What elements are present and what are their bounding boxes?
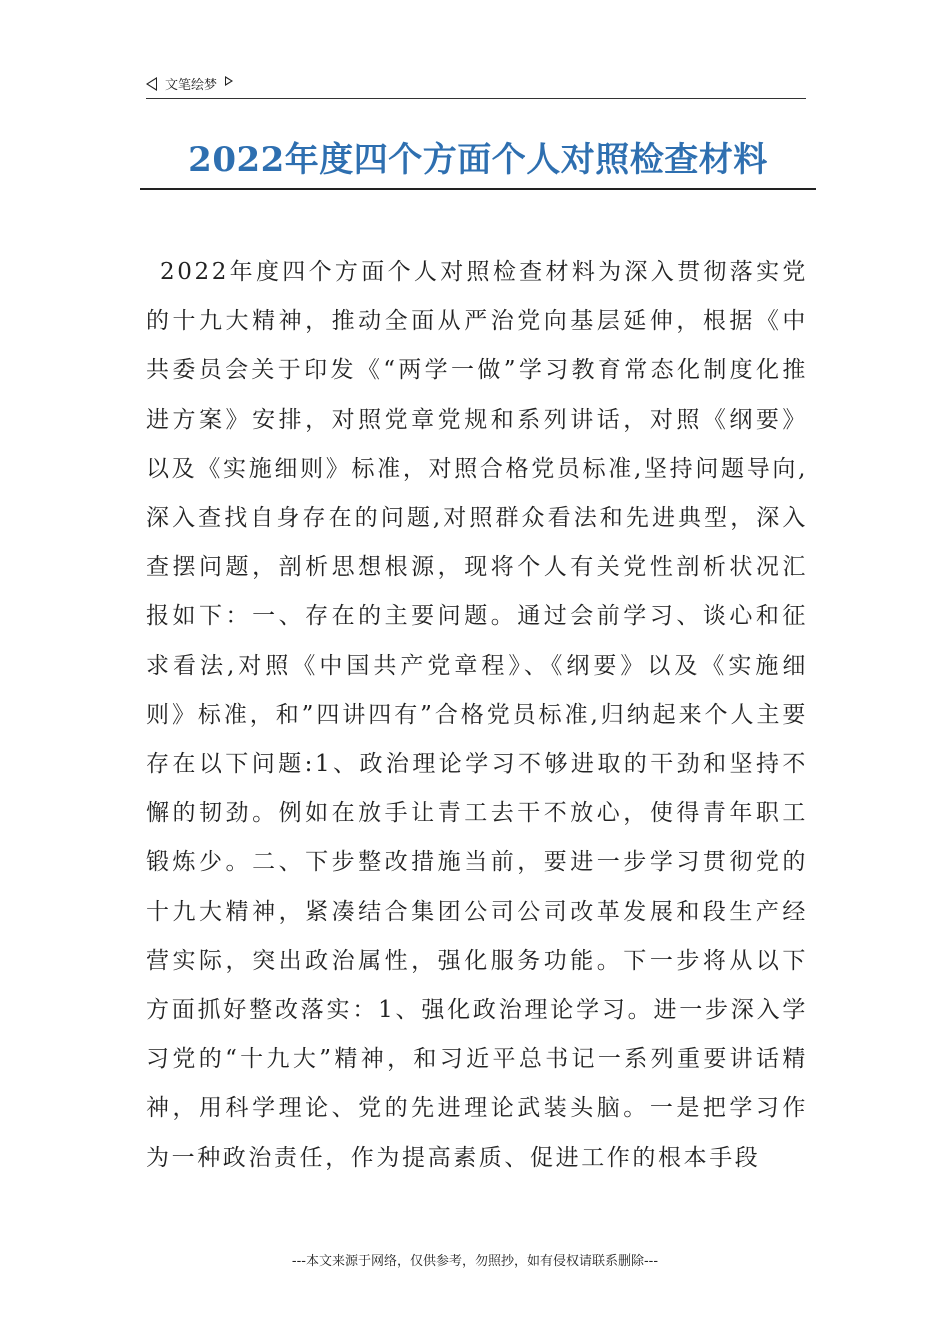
title-divider	[140, 188, 816, 190]
brand-label: 文笔绘梦	[165, 78, 218, 93]
triangle-left-icon	[146, 77, 157, 91]
footer-notice: ---本文来源于网络，仅供参考，勿照抄，如有侵权请联系删除---	[291, 1254, 659, 1269]
document-title: 2022年度四个方面个人对照检查材料	[188, 140, 768, 180]
brand	[146, 74, 233, 93]
triangle-right-icon	[225, 76, 233, 86]
document-body: 2022年度四个方面个人对照检查材料为深入贯彻落实党的十九大精神，推动全面从严治党向基层延伸，根据《中共委员会关于印发《“两学一做”学习教育常态化制度化推进方案》安排，对照党章党规和系列讲话，对照《纲要》以及《实施细则》标准，对照合格党员标准,坚持问题导向,深入查找自身存在的问题,对照群众看法和先进典型，深入查摆问题，剖析思想根源，现将个人有关党性剖析状况汇报如下：一、存在的主要问题。通过会前学习、谈心和征求看法,对照《中国共产党章程》、《纲要》以及《实施细则》标准，和”四讲四有”合格党员标准,归纳起来个人主要存在以下问题:1、政治理论学习不够进取的干劲和坚持不懈的韧劲。例如在放手让青工去干不放心，使得青年职工锻炼少。二、下步整改措施当前，要进一步学习贯彻党的十九大精神，紧凑结合集团公司公司改革发展和段生产经营实际，突出政治属性，强化服务功能。下一步将从以下方面抓好整改落实：1、强化政治理论学习。进一步深入学习党的“十九大”精神，和习近平总书记一系列重要讲话精神，用科学理论、党的先进理论武装头脑。一是把学习作为一种政治责任，作为提高素质、促进工作的根本手段	[146, 259, 808, 1171]
page-header	[146, 72, 806, 99]
